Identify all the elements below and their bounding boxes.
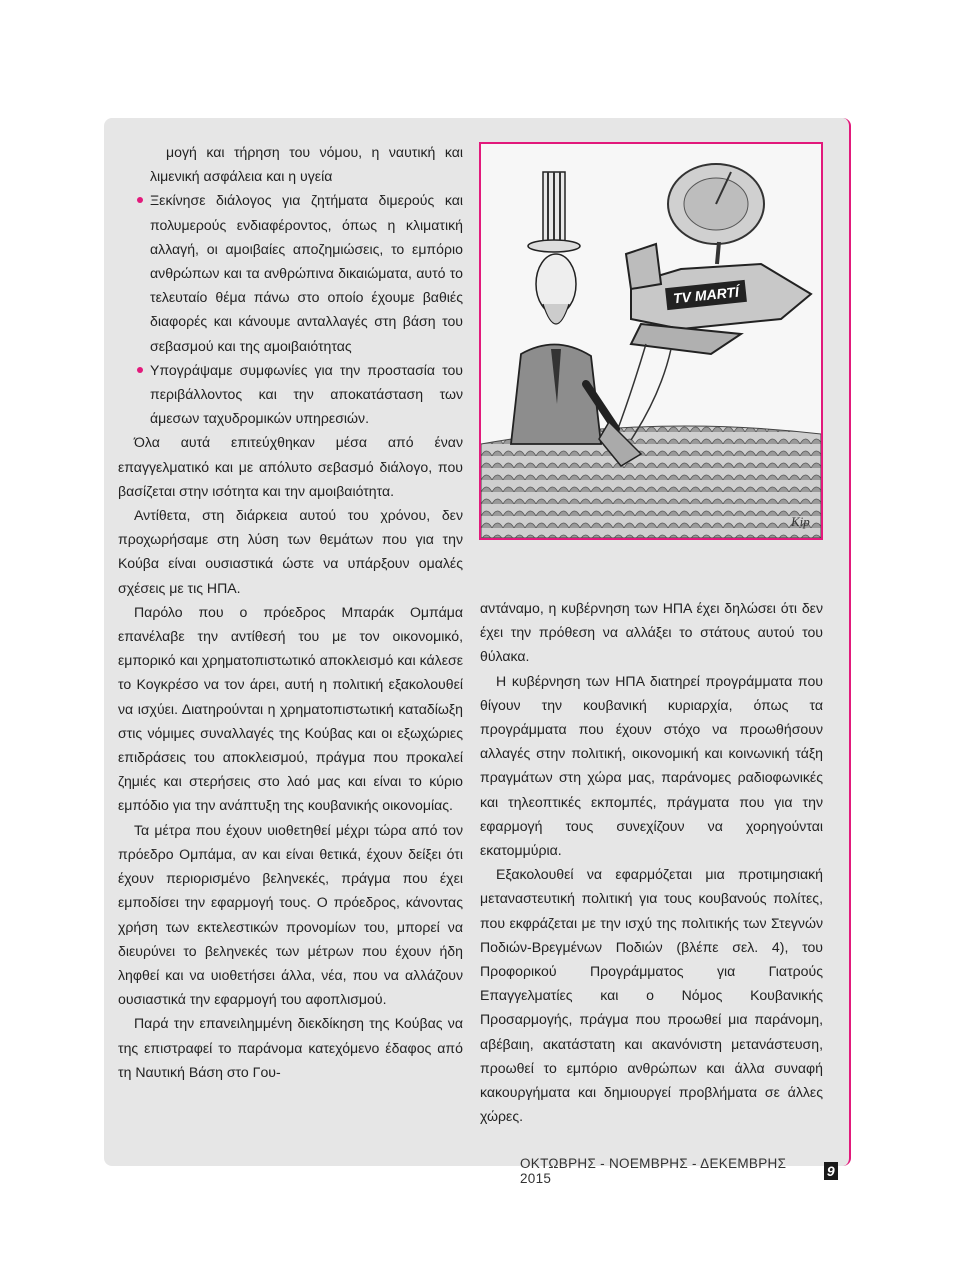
cartoon-signature: Kip [791,514,810,529]
political-cartoon [479,142,823,540]
paragraph: Παρά την επανειλημμένη διεκδίκηση της Κούβας να της επιστραφεί το παράνομα κατεχόμενο έδαφος από τη Ναυτική Βάση στο Γου- [118,1015,463,1080]
paragraph: Αντίθετα, στη διάρκεια αυτού του χρόνου, δεν προχωρήσαμε στη λύση των θεμάτων που για την Κούβα είναι ουσιαστικά ώστε να υπάρξουν ομαλές σχέσεις με τις ΗΠΑ. [118,507,463,596]
paragraph: Όλα αυτά επιτεύχθηκαν μέσα από έναν επαγγελματικό και με απόλυτο σεβασμό διάλογο, που βασίζεται στην ισότητα και την αμοιβαιότητα. [118,434,463,499]
bullet-list [118,188,463,430]
lead-text: μογή και τήρηση του νόμου, η ναυτική και λιμενική ασφάλεια και η υγεία [150,144,463,185]
list-item: Υπογράψαμε συμφωνίες για την προστασία του περιβάλλοντος και την αποκατάσταση των άμεσων ταχυδρομικών υπηρεσιών. [150,358,463,431]
list-item: Ξεκίνησε διάλογος για ζητήματα διμερούς και πολυμερούς ενδιαφέροντος, όπως η κλιματική αλλαγή, οι αμοιβαίες αποζημιώσεις, το εμπόριο ανθρώπων και τα ανθρώπινα δικαιώματα, αυτό το τελευταίο θέμα πάνω στο οποίο έχουμε βαθιές διαφορές και κάνουμε ανταλλαγές στη βάση του σεβασμού και της αμοιβαιότητας [150,188,463,357]
bullet-icon [137,197,143,203]
left-column [118,140,463,1084]
bullet-icon [137,367,143,373]
page-footer [520,1156,838,1186]
paragraph: Εξακολουθεί να εφαρμόζεται μια προτιμησιακή μεταναστευτική πολιτική για τους κουβανούς πολίτες, που εκφράζεται με την ισχύ της πολιτικής των Στεγνών Ποδιών-Βρεγμένων Ποδιών (βλέπε σελ. 4), του Προφορικού Προγράμματος για Γιατρούς Επαγγελματίες και ο Νόμος Κουβανικής Προσαρμογής, πράγμα που προωθεί μια παράνομη, αβέβαιη, ακατάστατη και ακανόνιστη μετανάστευση, προωθεί το εμπόριο ανθρώπων και άλλα συναφή κακουργήματα και δημιουργεί προβλήματα σε άλλες χώρες. [480,866,823,1125]
paragraph: Η κυβέρνηση των ΗΠΑ διατηρεί προγράμματα που θίγουν την κουβανική κυριαρχία, όπως τα προγράμματα που έχουν στόχο να προωθήσουν αλλαγές στην πολιτική, οικονομική και κοινωνική τάξη πραγμάτων στη χώρα μας, παράνομες ραδιοφωνικές και τηλεοπτικές εκπομπές, πράγματα που για την εφαρμογή τους συνεχίζουν να χορηγούνται εκατομμύρια. [480,672,823,859]
page-number: 9 [824,1162,838,1180]
issue-date: ΟΚΤΩΒΡΗΣ - ΝΟΕΜΒΡΗΣ - ΔΕΚΕΜΒΡΗΣ 2015 [520,1156,787,1186]
paragraph: αντάναμο, η κυβέρνηση των ΗΠΑ έχει δηλώσει ότι δεν έχει την πρόθεση να αλλάξει το στάτους αυτού του θύλακα. [480,600,823,665]
paragraph: Τα μέτρα που έχουν υιοθετηθεί μέχρι τώρα από τον πρόεδρο Ομπάμα, αν και είναι θετικά, έχουν δείξει ότι έχουν περιορισμένο βεληνεκές, πράγμα που έχει εμποδίσει την εφαρμογή τους. Ο πρόεδρος, κάνοντας χρήση των εκτελεστικών προνομίων του, μπορεί να διευρύνει το βεληνεκές των μέτρων που έχουν ήδη ληφθεί και να υιοθετήσει άλλα, νέα, που να αλλάζουν ουσιαστικά την εφαρμογή του αφοπλισμού. [118,821,463,1008]
paragraph: Παρόλο που ο πρόεδρος Μπαράκ Ομπάμα επανέλαβε την αντίθεσή του με τον οικονομικό, εμπορικό και χρηματοπιστωτικό αποκλεισμό και κάλεσε το Κογκρέσο να τον άρει, αυτή η πολιτική εξακολουθεί να ισχύει. Διατηρούνται η χρηματοπιστωτική καταδίωξη στις νόμιμες συναλλαγές της Κούβας και οι εξωχώριες επιδράσεις του αποκλεισμού, πράγμα που προκαλεί ζημιές και στερήσεις στο λαό μας και είναι το κύριο εμπόδιο για την ανάπτυξη της κουβανικής οικονομίας. [118,603,463,814]
plane-label: TV MARTÍ [672,283,740,307]
right-column [480,596,823,1128]
